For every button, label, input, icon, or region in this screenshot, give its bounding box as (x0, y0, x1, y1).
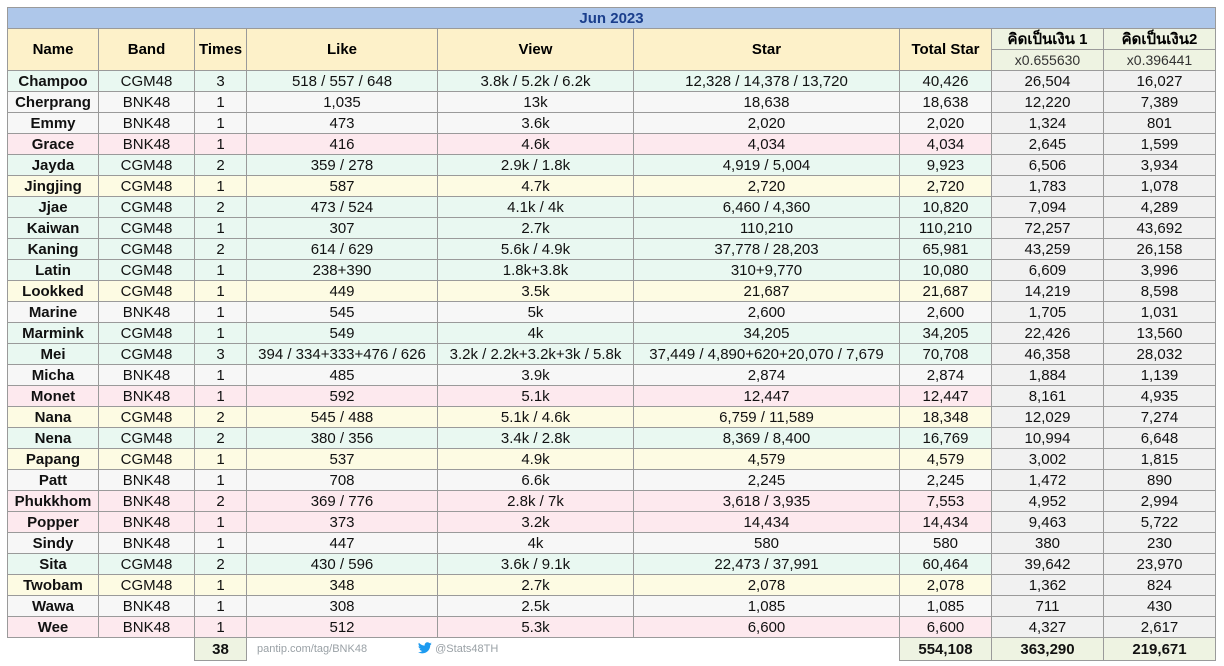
cell-view: 3.5k (438, 281, 634, 302)
table-row (8, 365, 1216, 386)
cell-band: BNK48 (99, 491, 195, 512)
cell-band: CGM48 (99, 155, 195, 176)
cell-band: CGM48 (99, 428, 195, 449)
cell-like: 1,035 (247, 92, 438, 113)
cell-band: BNK48 (99, 470, 195, 491)
table-row (8, 176, 1216, 197)
cell-like: 545 / 488 (247, 407, 438, 428)
cell-times: 2 (195, 407, 247, 428)
cell-star: 2,720 (634, 176, 900, 197)
cell-total-star: 2,078 (900, 575, 992, 596)
cell-band: CGM48 (99, 449, 195, 470)
cell-money-1: 1,884 (992, 365, 1104, 386)
cell-star: 2,078 (634, 575, 900, 596)
cell-times: 1 (195, 512, 247, 533)
cell-money-1: 1,705 (992, 302, 1104, 323)
cell-times: 1 (195, 323, 247, 344)
header-name: Name (8, 29, 99, 71)
cell-money-1: 4,327 (992, 617, 1104, 638)
cell-star: 12,447 (634, 386, 900, 407)
cell-band: CGM48 (99, 71, 195, 92)
cell-star: 21,687 (634, 281, 900, 302)
cell-total-star: 6,600 (900, 617, 992, 638)
cell-name: Patt (8, 470, 99, 491)
cell-times: 2 (195, 554, 247, 575)
header-band: Band (99, 29, 195, 71)
cell-star: 6,460 / 4,360 (634, 197, 900, 218)
cell-band: BNK48 (99, 617, 195, 638)
table-row (8, 260, 1216, 281)
cell-star: 14,434 (634, 512, 900, 533)
cell-like: 512 (247, 617, 438, 638)
cell-like: 238+390 (247, 260, 438, 281)
cell-total-star: 2,245 (900, 470, 992, 491)
cell-money-1: 26,504 (992, 71, 1104, 92)
footer-spacer (99, 638, 195, 661)
header-view: View (438, 29, 634, 71)
table-row (8, 491, 1216, 512)
cell-name: Jayda (8, 155, 99, 176)
cell-like: 518 / 557 / 648 (247, 71, 438, 92)
cell-name: Monet (8, 386, 99, 407)
cell-like: 308 (247, 596, 438, 617)
table-row (8, 575, 1216, 596)
table-row (8, 428, 1216, 449)
cell-like: 373 (247, 512, 438, 533)
cell-times: 1 (195, 449, 247, 470)
cell-money-1: 9,463 (992, 512, 1104, 533)
footer-total-money-1: 363,290 (992, 638, 1104, 661)
cell-band: CGM48 (99, 218, 195, 239)
cell-total-star: 4,579 (900, 449, 992, 470)
cell-like: 545 (247, 302, 438, 323)
cell-times: 1 (195, 260, 247, 281)
cell-band: CGM48 (99, 575, 195, 596)
cell-times: 1 (195, 386, 247, 407)
cell-money-1: 6,609 (992, 260, 1104, 281)
cell-total-star: 580 (900, 533, 992, 554)
cell-like: 416 (247, 134, 438, 155)
cell-times: 1 (195, 302, 247, 323)
cell-times: 2 (195, 239, 247, 260)
cell-times: 1 (195, 617, 247, 638)
cell-like: 430 / 596 (247, 554, 438, 575)
table-row (8, 92, 1216, 113)
footer-total-money-2: 219,671 (1104, 638, 1216, 661)
cell-money-1: 1,324 (992, 113, 1104, 134)
cell-star: 4,034 (634, 134, 900, 155)
cell-money-2: 26,158 (1104, 239, 1216, 260)
cell-money-1: 46,358 (992, 344, 1104, 365)
cell-band: BNK48 (99, 113, 195, 134)
cell-star: 4,579 (634, 449, 900, 470)
cell-money-2: 824 (1104, 575, 1216, 596)
cell-times: 1 (195, 533, 247, 554)
cell-name: Sindy (8, 533, 99, 554)
cell-band: CGM48 (99, 176, 195, 197)
cell-like: 394 / 334+333+476 / 626 (247, 344, 438, 365)
cell-money-2: 7,274 (1104, 407, 1216, 428)
cell-view: 2.7k (438, 218, 634, 239)
cell-money-2: 8,598 (1104, 281, 1216, 302)
table-row (8, 533, 1216, 554)
footer-times-total: 38 (195, 638, 247, 661)
cell-band: CGM48 (99, 197, 195, 218)
header-total-star: Total Star (900, 29, 992, 71)
cell-like: 587 (247, 176, 438, 197)
cell-star: 37,778 / 28,203 (634, 239, 900, 260)
cell-times: 1 (195, 218, 247, 239)
cell-like: 449 (247, 281, 438, 302)
cell-money-1: 3,002 (992, 449, 1104, 470)
cell-star: 1,085 (634, 596, 900, 617)
cell-view: 5.6k / 4.9k (438, 239, 634, 260)
table-row (8, 218, 1216, 239)
cell-band: BNK48 (99, 92, 195, 113)
cell-star: 4,919 / 5,004 (634, 155, 900, 176)
cell-view: 4.6k (438, 134, 634, 155)
cell-total-star: 2,720 (900, 176, 992, 197)
cell-band: BNK48 (99, 302, 195, 323)
cell-money-1: 22,426 (992, 323, 1104, 344)
cell-money-2: 13,560 (1104, 323, 1216, 344)
cell-name: Jjae (8, 197, 99, 218)
cell-name: Emmy (8, 113, 99, 134)
cell-star: 8,369 / 8,400 (634, 428, 900, 449)
table-title: Jun 2023 (8, 8, 1216, 29)
cell-money-2: 2,994 (1104, 491, 1216, 512)
cell-times: 1 (195, 92, 247, 113)
cell-money-2: 1,031 (1104, 302, 1216, 323)
cell-total-star: 14,434 (900, 512, 992, 533)
cell-star: 580 (634, 533, 900, 554)
cell-money-2: 28,032 (1104, 344, 1216, 365)
cell-total-star: 110,210 (900, 218, 992, 239)
cell-times: 1 (195, 470, 247, 491)
stats-table-container (7, 7, 1216, 661)
cell-money-2: 801 (1104, 113, 1216, 134)
cell-view: 13k (438, 92, 634, 113)
cell-total-star: 21,687 (900, 281, 992, 302)
cell-name: Jingjing (8, 176, 99, 197)
cell-name: Wawa (8, 596, 99, 617)
cell-name: Latin (8, 260, 99, 281)
cell-times: 2 (195, 428, 247, 449)
cell-band: CGM48 (99, 554, 195, 575)
cell-total-star: 9,923 (900, 155, 992, 176)
cell-like: 614 / 629 (247, 239, 438, 260)
cell-like: 592 (247, 386, 438, 407)
cell-view: 3.2k (438, 512, 634, 533)
table-row (8, 554, 1216, 575)
cell-star: 37,449 / 4,890+620+20,070 / 7,679 (634, 344, 900, 365)
cell-name: Nana (8, 407, 99, 428)
cell-name: Kaiwan (8, 218, 99, 239)
cell-like: 473 / 524 (247, 197, 438, 218)
table-row (8, 617, 1216, 638)
table-row (8, 344, 1216, 365)
cell-name: Kaning (8, 239, 99, 260)
footer-total-star: 554,108 (900, 638, 992, 661)
cell-star: 310+9,770 (634, 260, 900, 281)
cell-like: 348 (247, 575, 438, 596)
cell-view: 4.9k (438, 449, 634, 470)
cell-total-star: 2,020 (900, 113, 992, 134)
cell-total-star: 40,426 (900, 71, 992, 92)
table-row (8, 239, 1216, 260)
cell-name: Phukkhom (8, 491, 99, 512)
cell-view: 5.3k (438, 617, 634, 638)
cell-star: 2,874 (634, 365, 900, 386)
cell-total-star: 70,708 (900, 344, 992, 365)
cell-band: BNK48 (99, 386, 195, 407)
cell-money-1: 7,094 (992, 197, 1104, 218)
cell-money-1: 14,219 (992, 281, 1104, 302)
cell-money-1: 711 (992, 596, 1104, 617)
credit-twitter[interactable]: @Stats48TH (435, 642, 499, 655)
cell-band: BNK48 (99, 533, 195, 554)
table-row (8, 449, 1216, 470)
cell-like: 307 (247, 218, 438, 239)
cell-like: 359 / 278 (247, 155, 438, 176)
cell-money-1: 6,506 (992, 155, 1104, 176)
cell-name: Marine (8, 302, 99, 323)
table-row (8, 323, 1216, 344)
footer-spacer (8, 638, 99, 661)
cell-money-2: 430 (1104, 596, 1216, 617)
table-row (8, 302, 1216, 323)
cell-name: Wee (8, 617, 99, 638)
cell-name: Mei (8, 344, 99, 365)
cell-star: 110,210 (634, 218, 900, 239)
cell-star: 22,473 / 37,991 (634, 554, 900, 575)
cell-name: Papang (8, 449, 99, 470)
cell-money-1: 1,472 (992, 470, 1104, 491)
header-money-1: คิดเป็นเงิน 1 (992, 29, 1104, 50)
cell-star: 6,600 (634, 617, 900, 638)
table-row (8, 470, 1216, 491)
table-row (8, 113, 1216, 134)
cell-money-2: 1,599 (1104, 134, 1216, 155)
cell-band: CGM48 (99, 323, 195, 344)
cell-times: 1 (195, 176, 247, 197)
cell-like: 549 (247, 323, 438, 344)
cell-total-star: 60,464 (900, 554, 992, 575)
cell-money-2: 6,648 (1104, 428, 1216, 449)
cell-money-2: 43,692 (1104, 218, 1216, 239)
cell-name: Twobam (8, 575, 99, 596)
cell-like: 708 (247, 470, 438, 491)
cell-money-1: 72,257 (992, 218, 1104, 239)
twitter-icon (418, 642, 432, 654)
cell-money-2: 1,815 (1104, 449, 1216, 470)
stats-table (7, 7, 1216, 661)
cell-money-1: 39,642 (992, 554, 1104, 575)
cell-money-2: 1,078 (1104, 176, 1216, 197)
cell-view: 4.1k / 4k (438, 197, 634, 218)
table-row (8, 155, 1216, 176)
cell-total-star: 12,447 (900, 386, 992, 407)
credit-site[interactable]: pantip.com/tag/BNK48 (257, 642, 368, 655)
cell-name: Lookked (8, 281, 99, 302)
cell-view: 4k (438, 323, 634, 344)
header-like: Like (247, 29, 438, 71)
cell-times: 2 (195, 197, 247, 218)
cell-money-2: 23,970 (1104, 554, 1216, 575)
cell-star: 2,020 (634, 113, 900, 134)
cell-view: 2.5k (438, 596, 634, 617)
table-row (8, 71, 1216, 92)
cell-money-1: 380 (992, 533, 1104, 554)
cell-star: 12,328 / 14,378 / 13,720 (634, 71, 900, 92)
cell-money-2: 16,027 (1104, 71, 1216, 92)
cell-money-2: 3,934 (1104, 155, 1216, 176)
cell-total-star: 7,553 (900, 491, 992, 512)
cell-name: Cherprang (8, 92, 99, 113)
cell-money-2: 5,722 (1104, 512, 1216, 533)
cell-times: 3 (195, 344, 247, 365)
cell-view: 5k (438, 302, 634, 323)
table-row (8, 197, 1216, 218)
cell-band: CGM48 (99, 281, 195, 302)
cell-band: CGM48 (99, 260, 195, 281)
cell-star: 34,205 (634, 323, 900, 344)
cell-band: CGM48 (99, 407, 195, 428)
cell-like: 380 / 356 (247, 428, 438, 449)
cell-money-2: 2,617 (1104, 617, 1216, 638)
cell-times: 1 (195, 596, 247, 617)
header-money-2: คิดเป็นเงิน2 (1104, 29, 1216, 50)
cell-money-1: 2,645 (992, 134, 1104, 155)
table-row (8, 596, 1216, 617)
table-row (8, 512, 1216, 533)
cell-money-1: 1,362 (992, 575, 1104, 596)
cell-total-star: 34,205 (900, 323, 992, 344)
cell-total-star: 18,348 (900, 407, 992, 428)
cell-star: 6,759 / 11,589 (634, 407, 900, 428)
cell-money-2: 7,389 (1104, 92, 1216, 113)
cell-band: BNK48 (99, 512, 195, 533)
cell-band: BNK48 (99, 134, 195, 155)
table-row (8, 134, 1216, 155)
cell-money-2: 4,935 (1104, 386, 1216, 407)
cell-like: 485 (247, 365, 438, 386)
cell-like: 473 (247, 113, 438, 134)
cell-star: 3,618 / 3,935 (634, 491, 900, 512)
cell-times: 1 (195, 365, 247, 386)
cell-total-star: 1,085 (900, 596, 992, 617)
cell-times: 2 (195, 155, 247, 176)
cell-view: 3.6k (438, 113, 634, 134)
cell-view: 3.6k / 9.1k (438, 554, 634, 575)
cell-total-star: 65,981 (900, 239, 992, 260)
cell-money-2: 3,996 (1104, 260, 1216, 281)
header-multiplier-2: x0.396441 (1104, 50, 1216, 71)
cell-times: 2 (195, 491, 247, 512)
cell-times: 1 (195, 281, 247, 302)
cell-total-star: 2,600 (900, 302, 992, 323)
cell-view: 4k (438, 533, 634, 554)
cell-money-1: 8,161 (992, 386, 1104, 407)
header-times: Times (195, 29, 247, 71)
cell-total-star: 18,638 (900, 92, 992, 113)
cell-star: 18,638 (634, 92, 900, 113)
cell-money-1: 1,783 (992, 176, 1104, 197)
cell-band: BNK48 (99, 596, 195, 617)
cell-money-1: 12,220 (992, 92, 1104, 113)
cell-like: 537 (247, 449, 438, 470)
cell-star: 2,245 (634, 470, 900, 491)
cell-band: BNK48 (99, 365, 195, 386)
cell-total-star: 10,080 (900, 260, 992, 281)
cell-view: 2.9k / 1.8k (438, 155, 634, 176)
cell-view: 4.7k (438, 176, 634, 197)
cell-money-1: 43,259 (992, 239, 1104, 260)
cell-view: 3.4k / 2.8k (438, 428, 634, 449)
cell-money-1: 12,029 (992, 407, 1104, 428)
cell-view: 3.2k / 2.2k+3.2k+3k / 5.8k (438, 344, 634, 365)
table-row (8, 281, 1216, 302)
cell-name: Nena (8, 428, 99, 449)
cell-money-2: 4,289 (1104, 197, 1216, 218)
cell-like: 369 / 776 (247, 491, 438, 512)
cell-times: 3 (195, 71, 247, 92)
cell-times: 1 (195, 575, 247, 596)
cell-times: 1 (195, 134, 247, 155)
cell-band: CGM48 (99, 344, 195, 365)
cell-money-1: 10,994 (992, 428, 1104, 449)
cell-view: 6.6k (438, 470, 634, 491)
cell-view: 5.1k / 4.6k (438, 407, 634, 428)
cell-name: Micha (8, 365, 99, 386)
cell-name: Champoo (8, 71, 99, 92)
header-multiplier-1: x0.655630 (992, 50, 1104, 71)
cell-star: 2,600 (634, 302, 900, 323)
cell-band: CGM48 (99, 239, 195, 260)
cell-name: Sita (8, 554, 99, 575)
cell-view: 3.8k / 5.2k / 6.2k (438, 71, 634, 92)
cell-view: 5.1k (438, 386, 634, 407)
cell-money-2: 890 (1104, 470, 1216, 491)
cell-view: 2.7k (438, 575, 634, 596)
cell-total-star: 2,874 (900, 365, 992, 386)
cell-view: 3.9k (438, 365, 634, 386)
table-row (8, 386, 1216, 407)
cell-money-2: 230 (1104, 533, 1216, 554)
cell-money-1: 4,952 (992, 491, 1104, 512)
cell-total-star: 16,769 (900, 428, 992, 449)
cell-like: 447 (247, 533, 438, 554)
cell-total-star: 4,034 (900, 134, 992, 155)
cell-money-2: 1,139 (1104, 365, 1216, 386)
cell-times: 1 (195, 113, 247, 134)
cell-view: 2.8k / 7k (438, 491, 634, 512)
footer-credits (247, 638, 900, 661)
header-star: Star (634, 29, 900, 71)
cell-view: 1.8k+3.8k (438, 260, 634, 281)
table-row (8, 407, 1216, 428)
cell-name: Popper (8, 512, 99, 533)
cell-name: Grace (8, 134, 99, 155)
cell-total-star: 10,820 (900, 197, 992, 218)
cell-name: Marmink (8, 323, 99, 344)
